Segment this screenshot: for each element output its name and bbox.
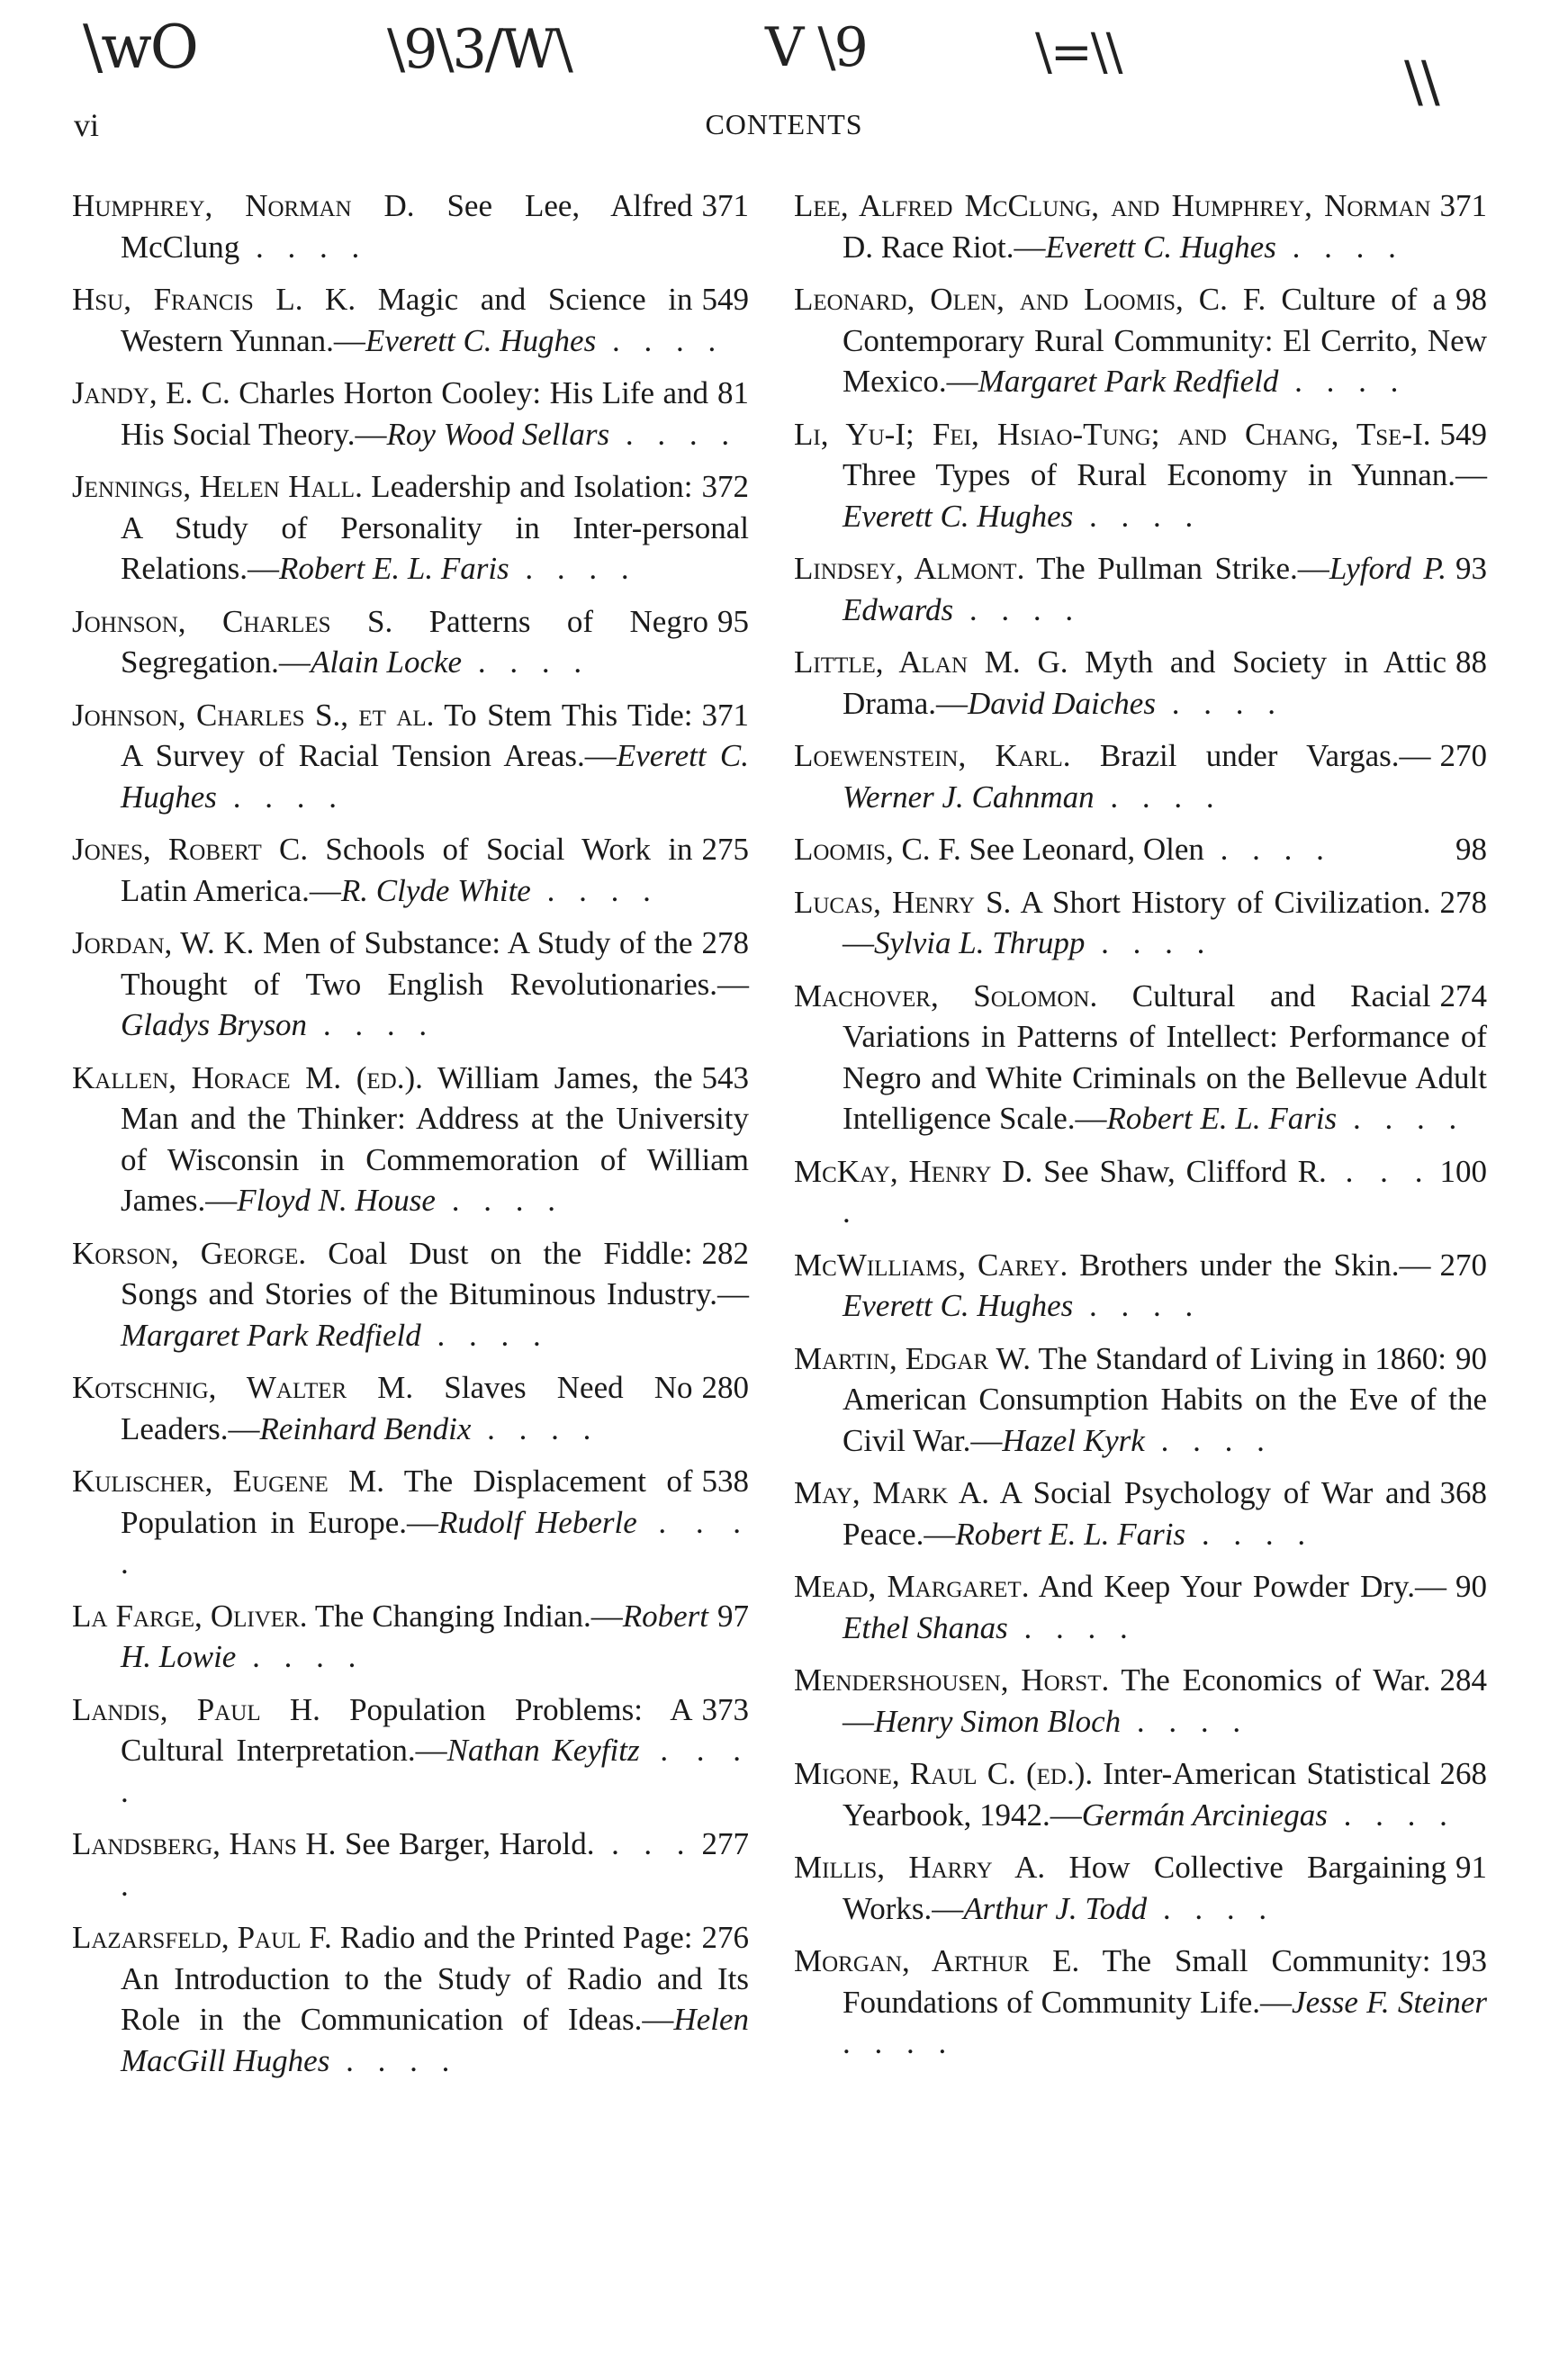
entry-author: Jordan, W. K.	[72, 925, 255, 960]
dot-leader: . . . .	[1278, 364, 1407, 399]
dot-leader: . . . .	[329, 2042, 458, 2078]
entry-title: To Stem This Tide: A Survey of Racial Tension Areas.—	[121, 697, 693, 773]
entry-page: 97	[717, 1598, 749, 1634]
entry-author: McKay, Henry D.	[794, 1153, 1033, 1189]
entry-reviewer: Floyd N. House	[237, 1183, 436, 1218]
entry-title: William James, the Man and the Thinker: Address at the University of Wisconsin in Commemoration of William James.—	[121, 1059, 749, 1218]
dot-leader: . . . .	[1337, 1101, 1465, 1136]
index-entry	[72, 1917, 749, 2081]
index-entry	[72, 695, 749, 818]
entry-title: Brothers under the Skin.—	[1068, 1247, 1431, 1283]
entry-reviewer: Nathan Keyfitz	[446, 1733, 640, 1768]
dot-leader: . . . .	[530, 872, 659, 908]
entry-title: A Short History of Civilization.—	[843, 884, 1431, 960]
dot-leader: . . . .	[843, 2025, 955, 2060]
index-entry	[794, 1245, 1487, 1327]
entry-page: 277	[701, 1826, 749, 1861]
entry-author: Kallen, Horace M. (ed.).	[72, 1059, 423, 1095]
dot-leader: . . . .	[1275, 229, 1404, 265]
dot-leader: . . . .	[435, 1183, 563, 1218]
dot-leader: . . . .	[121, 1826, 693, 1903]
entry-author: Kulischer, Eugene M.	[72, 1464, 384, 1499]
entry-page: 280	[701, 1370, 749, 1405]
index-entry	[72, 1233, 749, 1356]
dot-leader: . . . .	[471, 1410, 599, 1446]
entry-author: Mendershousen, Horst.	[794, 1662, 1110, 1698]
entry-author: La Farge, Oliver.	[72, 1598, 308, 1634]
entry-reviewer: Henry Simon Bloch	[874, 1703, 1122, 1739]
entry-page: 95	[717, 603, 749, 639]
entry-author: Li, Yu-I; Fei, Hsiao-Tung; and Chang, Tse-I.	[794, 416, 1431, 452]
entry-page: 90	[1455, 1340, 1487, 1376]
entry-title: Inter-American Statistical Yearbook, 1942.—	[843, 1756, 1431, 1833]
entry-title: A Social Psychology of War and Peace.—	[843, 1475, 1431, 1552]
entry-page: 549	[1439, 416, 1487, 452]
entry-reviewer: Hazel Kyrk	[1002, 1422, 1145, 1458]
entry-author: Johnson, Charles S., et al.	[72, 697, 435, 733]
entry-author: May, Mark A.	[794, 1475, 989, 1510]
running-head: CONTENTS	[705, 108, 863, 140]
index-entry	[794, 642, 1487, 724]
entry-author: Kotschnig, Walter M.	[72, 1370, 414, 1405]
entry-reviewer: Everett C. Hughes	[1045, 229, 1276, 265]
entry-page: 278	[701, 925, 749, 960]
index-entry	[794, 1151, 1487, 1233]
entry-title: Brazil under Vargas.—	[1070, 738, 1431, 773]
entry-author: Landsberg, Hans H.	[72, 1826, 337, 1861]
entry-author: Little, Alan M. G.	[794, 644, 1068, 680]
entry-page: 91	[1455, 1850, 1487, 1885]
entry-title: Race Riot.—	[873, 229, 1046, 265]
index-entry	[72, 185, 749, 267]
entry-reviewer: Robert H. Lowie	[121, 1598, 708, 1674]
entry-reviewer: Sylvia L. Thrupp	[874, 925, 1086, 960]
entry-title: And Keep Your Powder Dry.—	[1029, 1569, 1446, 1604]
entry-page: 549	[701, 282, 749, 317]
entry-title: The Displacement of Population in Europe.—	[121, 1464, 693, 1540]
entry-reviewer: Arthur J. Todd	[963, 1890, 1148, 1926]
entry-page: 274	[1439, 977, 1487, 1013]
entry-title: Myth and Society in Attic Drama.—	[843, 644, 1446, 721]
entry-reviewer: R. Clyde White	[340, 872, 531, 908]
entry-author: Lee, Alfred McClung, and Humphrey, Norman D.	[794, 188, 1431, 265]
entry-title: The Changing Indian.—	[307, 1598, 623, 1634]
entry-title: Magic and Science in Western Yunnan.—	[121, 282, 693, 358]
entry-reviewer: Margaret Park Redfield	[978, 364, 1279, 399]
entry-page: 268	[1439, 1756, 1487, 1791]
index-entry	[72, 373, 749, 455]
entry-author: Lucas, Henry S.	[794, 884, 1012, 920]
entry-author: Korson, George.	[72, 1235, 307, 1271]
entry-reviewer: Robert E. L. Faris	[1106, 1101, 1338, 1136]
entry-page: 371	[701, 188, 749, 223]
entry-author: Martin, Edgar W.	[794, 1340, 1032, 1376]
entry-reviewer: Lyford P. Edwards	[843, 551, 1446, 627]
index-entry	[794, 1941, 1487, 2064]
dot-leader: . . . .	[1155, 685, 1284, 721]
handwritten-mark: \\	[1404, 49, 1438, 114]
entry-author: Lindsey, Almont.	[794, 551, 1025, 586]
handwritten-mark: \wO	[83, 13, 197, 82]
index-entry	[72, 601, 749, 683]
entry-title: Cultural and Racial Variations in Patterns of Intellect: Performance of Negro and White Criminals on the Bellevue Adult Intelligence Scale.—	[843, 977, 1487, 1136]
entry-reviewer: Reinhard Bendix	[259, 1410, 472, 1446]
entry-author: Humphrey, Norman D.	[72, 188, 415, 223]
entry-title: The Pullman Strike.—	[1024, 551, 1329, 586]
entry-reviewer: David Daiches	[967, 685, 1156, 721]
entry-reviewer: Everett C. Hughes	[365, 322, 597, 358]
entry-title: Charles Horton Cooley: His Life and His Social Theory.—	[121, 375, 708, 452]
index-entry	[72, 279, 749, 361]
entry-page: 81	[717, 375, 749, 410]
entry-page: 543	[701, 1059, 749, 1095]
index-entry	[72, 1058, 749, 1221]
entry-author: Jandy, E. C.	[72, 375, 230, 410]
dot-leader: . . . .	[1085, 925, 1213, 960]
index-entry	[794, 414, 1487, 537]
entry-title: Coal Dust on the Fiddle: Songs and Stories of the Bituminous Industry.—	[121, 1235, 749, 1311]
dot-leader: . . . .	[1327, 1797, 1455, 1833]
index-entry	[72, 1689, 749, 1813]
entry-title: The Standard of Living in 1860: American Consumption Habits on the Eve of the Civil War.—	[843, 1340, 1487, 1458]
dot-leader: . . . .	[509, 551, 637, 586]
dot-leader: . . . .	[1073, 498, 1202, 534]
index-entry	[72, 466, 749, 590]
entry-reviewer: Robert E. L. Faris	[955, 1516, 1186, 1552]
entry-author: Loewenstein, Karl.	[794, 738, 1071, 773]
entry-author: Johnson, Charles S.	[72, 603, 393, 639]
entry-reviewer: Everett C. Hughes	[843, 498, 1074, 534]
dot-leader: . . . .	[609, 416, 738, 452]
dot-leader: . . . .	[1007, 1609, 1136, 1645]
dot-leader: . . . .	[420, 1317, 549, 1353]
dot-leader: . . . .	[236, 1639, 365, 1674]
entry-reviewer: Ethel Shanas	[843, 1609, 1008, 1645]
index-entry	[72, 923, 749, 1046]
entry-page: 275	[701, 832, 749, 867]
entry-title: The Small Community: Foundations of Community Life.—	[843, 1943, 1431, 2020]
entry-reviewer: Robert E. L. Faris	[278, 551, 509, 586]
dot-leader: . . . .	[596, 322, 725, 358]
entry-author: Machover, Solomon.	[794, 977, 1098, 1013]
entry-title: Population Problems: A Cultural Interpretation.—	[121, 1691, 693, 1768]
entry-reviewer: Jesse F. Steiner	[1292, 1984, 1487, 2020]
entry-title: Patterns of Negro Segregation.—	[121, 603, 708, 680]
index-entry	[794, 1473, 1487, 1554]
entry-author: Jones, Robert C.	[72, 832, 309, 867]
dot-leader: . . . .	[462, 644, 590, 680]
entry-title: Three Types of Rural Economy in Yunnan.—	[843, 457, 1487, 492]
entry-author: Mead, Margaret.	[794, 1569, 1030, 1604]
entry-reviewer: Werner J. Cahnman	[843, 779, 1095, 815]
entry-page: 284	[1439, 1662, 1487, 1698]
entry-author: Migone, Raul C. (ed.).	[794, 1756, 1094, 1791]
entry-reviewer: Alain Locke	[310, 644, 463, 680]
dot-leader: . . . .	[239, 229, 368, 265]
entry-title: Men of Substance: A Study of the Thought of Two English Revolutionaries.—	[121, 925, 749, 1002]
entry-page: 538	[701, 1464, 749, 1499]
entry-page: 276	[701, 1920, 749, 1955]
entry-title: See Leonard, Olen	[960, 832, 1204, 867]
index-entry	[794, 1566, 1487, 1648]
entry-page: 100	[1439, 1153, 1487, 1189]
entry-page: 90	[1455, 1569, 1487, 1604]
page-header	[0, 106, 1568, 151]
entry-page: 98	[1455, 282, 1487, 317]
index-entry	[794, 548, 1487, 630]
entry-page: 372	[701, 469, 749, 504]
dot-leader: . . . .	[216, 779, 345, 815]
handwritten-mark: \9\3/W\	[387, 18, 572, 81]
index-entry	[72, 1367, 749, 1449]
index-entry	[794, 1753, 1487, 1835]
entry-title: Radio and the Printed Page: An Introduction to the Study of Radio and Its Role in the Communication of Ideas.—	[121, 1920, 749, 2037]
dot-leader: . . . .	[843, 1153, 1431, 1230]
entry-page: 282	[701, 1235, 749, 1271]
index-entry	[794, 279, 1487, 402]
index-entry	[794, 1847, 1487, 1929]
dot-leader: . . . .	[1073, 1288, 1202, 1323]
entry-page: 270	[1439, 1247, 1487, 1283]
entry-page: 371	[701, 697, 749, 733]
left-column	[72, 185, 749, 2093]
entry-title: See Barger, Harold.	[336, 1826, 595, 1861]
index-entry	[72, 1824, 749, 1905]
entry-author: Millis, Harry A.	[794, 1850, 1046, 1885]
index-entry	[72, 829, 749, 911]
handwritten-mark: \=\\	[1035, 23, 1122, 82]
right-column	[794, 185, 1487, 2076]
entry-title: Slaves Need No Leaders.—	[121, 1370, 693, 1446]
entry-reviewer: Margaret Park Redfield	[121, 1317, 421, 1353]
entry-title: The Economics of War.—	[843, 1662, 1431, 1739]
dot-leader: . . . .	[1185, 1516, 1314, 1552]
dot-leader: . . . .	[307, 1007, 436, 1042]
entry-author: Morgan, Arthur E.	[794, 1943, 1080, 1978]
index-entry	[794, 1660, 1487, 1742]
index-entry	[794, 185, 1487, 267]
dot-leader: . . . .	[1203, 832, 1332, 867]
entry-page: 373	[701, 1691, 749, 1727]
entry-page: 270	[1439, 738, 1487, 773]
dot-leader: . . . .	[121, 1504, 750, 1581]
dot-leader: . . . .	[1121, 1703, 1249, 1739]
entry-reviewer: Helen MacGill Hughes	[121, 2002, 749, 2078]
entry-page: 278	[1439, 884, 1487, 920]
index-entry	[794, 735, 1487, 817]
entry-reviewer: Roy Wood Sellars	[386, 416, 610, 452]
dot-leader: . . . .	[1094, 779, 1222, 815]
entry-title: See Lee, Alfred McClung	[121, 188, 693, 265]
entry-author: McWilliams, Carey.	[794, 1247, 1068, 1283]
entry-reviewer: Gladys Bryson	[121, 1007, 308, 1042]
entry-page: 98	[1455, 832, 1487, 867]
handwritten-annotations	[0, 13, 1568, 112]
entry-reviewer: Everett C. Hughes	[121, 738, 749, 815]
dot-leader: . . . .	[1144, 1422, 1273, 1458]
entry-author: Hsu, Francis L. K.	[72, 282, 356, 317]
entry-page: 88	[1455, 644, 1487, 680]
index-entry	[794, 882, 1487, 964]
entry-title: Schools of Social Work in Latin America.—	[121, 832, 693, 908]
entry-author: Landis, Paul H.	[72, 1691, 320, 1727]
entry-page: 193	[1439, 1943, 1487, 1978]
entry-page: 368	[1439, 1475, 1487, 1510]
dot-leader: . . . .	[121, 1733, 749, 1809]
entry-author: Loomis, C. F.	[794, 832, 961, 867]
dot-leader: . . . .	[953, 591, 1082, 627]
entry-title: Culture of a Contemporary Rural Community: El Cerrito, New Mexico.—	[843, 282, 1487, 399]
dot-leader: . . . .	[1147, 1890, 1275, 1926]
entry-reviewer: Germán Arciniegas	[1081, 1797, 1328, 1833]
index-entry	[794, 976, 1487, 1139]
index-entry	[794, 1338, 1487, 1462]
entry-reviewer: Rudolf Heberle	[438, 1504, 637, 1540]
entry-reviewer: Everett C. Hughes	[843, 1288, 1074, 1323]
entry-title: See Shaw, Clifford R.	[1032, 1153, 1327, 1189]
entry-author: Lazarsfeld, Paul F.	[72, 1920, 332, 1955]
handwritten-mark: V \9	[765, 16, 867, 79]
entry-title: Leadership and Isolation: A Study of Personality in Inter-personal Relations.—	[121, 469, 749, 586]
entry-page: 371	[1439, 188, 1487, 223]
entry-page: 93	[1455, 551, 1487, 586]
index-entry	[72, 1461, 749, 1584]
index-entry	[794, 829, 1487, 870]
index-entry	[72, 1596, 749, 1678]
page-number: vi	[74, 107, 100, 143]
entry-author: Jennings, Helen Hall.	[72, 469, 363, 504]
entry-author: Leonard, Olen, and Loomis, C. F.	[794, 282, 1266, 317]
entry-title: How Collective Bargaining Works.—	[843, 1850, 1446, 1926]
